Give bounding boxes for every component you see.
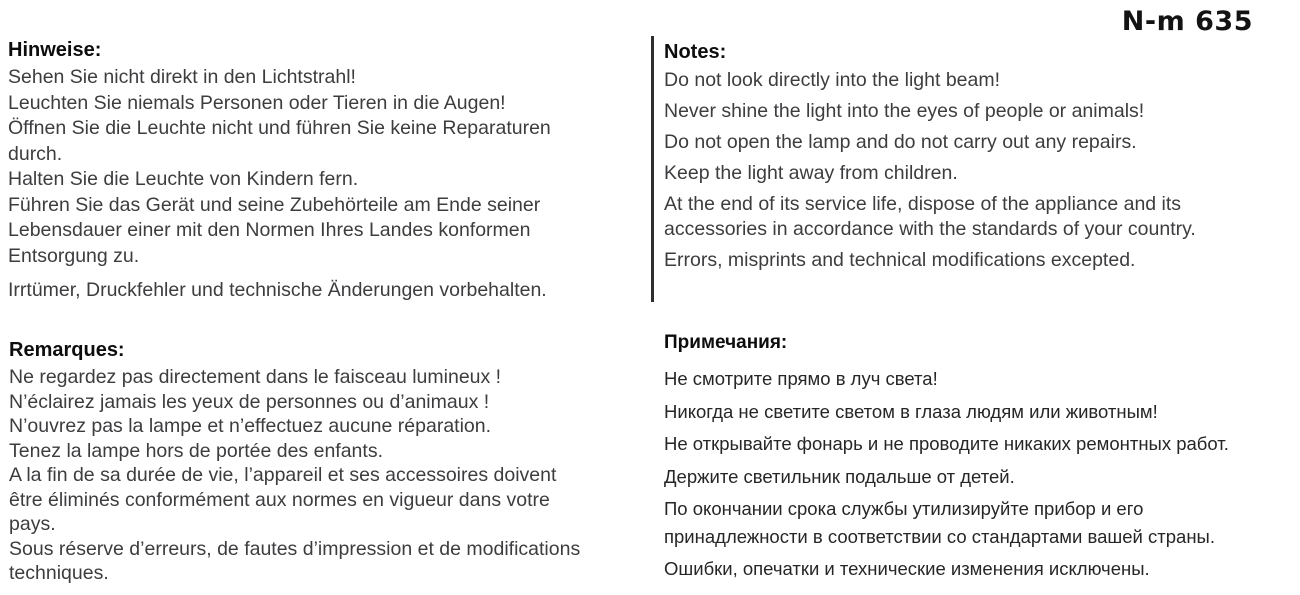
text-line: Do not look directly into the light beam! <box>664 69 1001 91</box>
section-english-notes <box>664 40 1298 279</box>
text-line: At the end of its service life, dispose of the appliance and its <box>664 193 1182 215</box>
paragraph <box>9 414 661 439</box>
section-german-notes <box>8 38 652 304</box>
section-french-notes <box>9 338 661 586</box>
paragraph <box>8 65 652 91</box>
text-line: Держите светильник подальше от детей. <box>664 465 1015 487</box>
section-title-russian: Примечания: <box>664 332 788 353</box>
text-line: Sehen Sie nicht direkt in den Lichtstrahl! <box>8 66 356 88</box>
text-line: être éliminés conformément aux normes en vigueur dans votre <box>9 488 550 511</box>
text-line: По окончании срока службы утилизируйте прибор и его <box>664 498 1144 519</box>
paragraph <box>8 116 652 167</box>
paragraph <box>9 439 661 464</box>
paragraph <box>664 495 1298 550</box>
text-line: Не открывайте фонарь и не проводите никаких ремонтных работ. <box>664 433 1229 454</box>
text-line: Никогда не светите светом в глаза людям или животным! <box>664 400 1158 422</box>
paragraph <box>664 430 1298 458</box>
text-line: Führen Sie das Gerät und seine Zubehörteile am Ende seiner <box>8 193 541 216</box>
section-title-english: Notes: <box>664 41 727 63</box>
paragraph <box>664 99 1298 124</box>
text-line: Öffnen Sie die Leuchte nicht und führen Sie keine Reparaturen <box>8 117 551 139</box>
text-line: Irrtümer, Druckfehler und technische Änderungen vorbehalten. <box>8 279 547 301</box>
paragraph <box>8 167 652 193</box>
text-line: N’ouvrez pas la lampe et n’effectuez aucune réparation. <box>9 415 492 437</box>
section-russian-notes <box>664 331 1298 588</box>
paragraph <box>9 537 661 586</box>
paragraph <box>664 192 1298 242</box>
text-line: принадлежности в соответствии со стандартами вашей страны. <box>664 525 1215 547</box>
section-title-german: Hinweise: <box>8 39 102 61</box>
text-line: Never shine the light into the eyes of people or animals! <box>664 100 1145 122</box>
text-line: Ошибки, опечатки и технические изменения исключены. <box>664 558 1150 579</box>
paragraph <box>8 193 652 270</box>
text-line: A la fin de sa durée de vie, l’appareil et ses accessoires doivent <box>9 464 557 486</box>
paragraph <box>664 365 1298 393</box>
paragraph <box>664 463 1298 491</box>
text-line: N’éclairez jamais les yeux de personnes ou d’animaux ! <box>9 390 490 413</box>
section-title-french: Remarques: <box>9 339 125 361</box>
text-line: Keep the light away from children. <box>664 162 958 184</box>
paragraph <box>664 130 1298 155</box>
paragraph <box>9 463 661 537</box>
text-line: durch. <box>8 142 63 165</box>
paragraph <box>8 91 652 117</box>
paragraph <box>664 398 1298 426</box>
text-line: Errors, misprints and technical modifications excepted. <box>664 249 1136 271</box>
paragraph <box>664 68 1298 93</box>
text-line: Tenez la lampe hors de portée des enfants. <box>9 439 383 462</box>
text-line: techniques. <box>9 562 109 584</box>
text-line: Halten Sie die Leuchte von Kindern fern. <box>8 168 359 190</box>
paragraph <box>664 555 1298 583</box>
paragraph <box>664 161 1298 186</box>
text-line: Lebensdauer einer mit den Normen Ihres Landes konformen <box>8 219 531 241</box>
model-number: N-m 635 <box>1121 6 1253 37</box>
text-line: Ne regardez pas directement dans le faisceau lumineux ! <box>9 366 502 388</box>
paragraph <box>9 365 661 390</box>
text-line: pays. <box>9 513 56 535</box>
paragraph <box>664 248 1298 273</box>
paragraph <box>8 278 652 304</box>
text-line: Leuchten Sie niemals Personen oder Tieren in die Augen! <box>8 91 506 114</box>
text-line: Не смотрите прямо в луч света! <box>664 368 938 389</box>
text-line: accessories in accordance with the standards of your country. <box>664 218 1196 240</box>
paragraph <box>9 390 661 415</box>
text-line: Entsorgung zu. <box>8 244 140 267</box>
text-line: Do not open the lamp and do not carry out any repairs. <box>664 131 1137 153</box>
text-line: Sous réserve d’erreurs, de fautes d’impression et de modifications <box>9 537 581 560</box>
